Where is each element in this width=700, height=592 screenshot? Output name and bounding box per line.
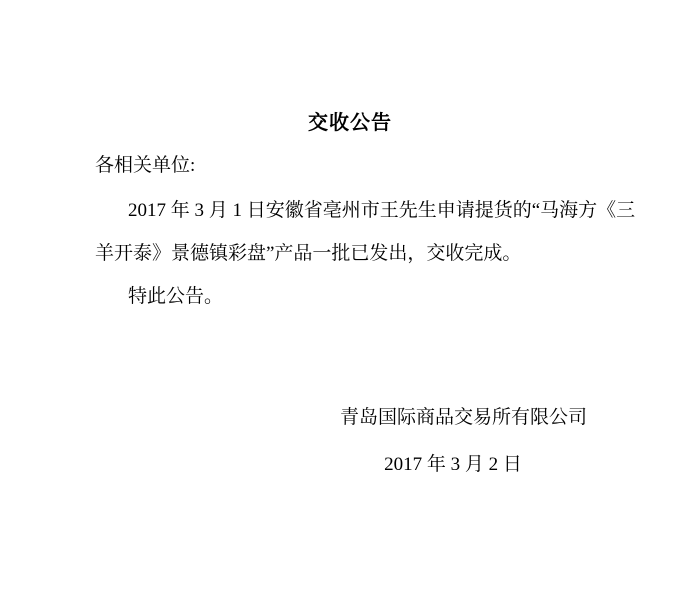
document-title: 交收公告: [308, 112, 392, 134]
body-paragraph-line: 2017 年 3 月 1 日安徽省亳州市王先生申请提货的“马海方《三: [128, 200, 636, 221]
salutation-line: 各相关单位:: [95, 155, 196, 176]
signature-date: 2017 年 3 月 2 日: [384, 454, 522, 475]
signature-company: 青岛国际商品交易所有限公司: [340, 407, 588, 428]
closing-line: 特此公告。: [128, 286, 224, 307]
body-paragraph-line: 羊开泰》景德镇彩盘”产品一批已发出，交收完成。: [95, 243, 522, 264]
